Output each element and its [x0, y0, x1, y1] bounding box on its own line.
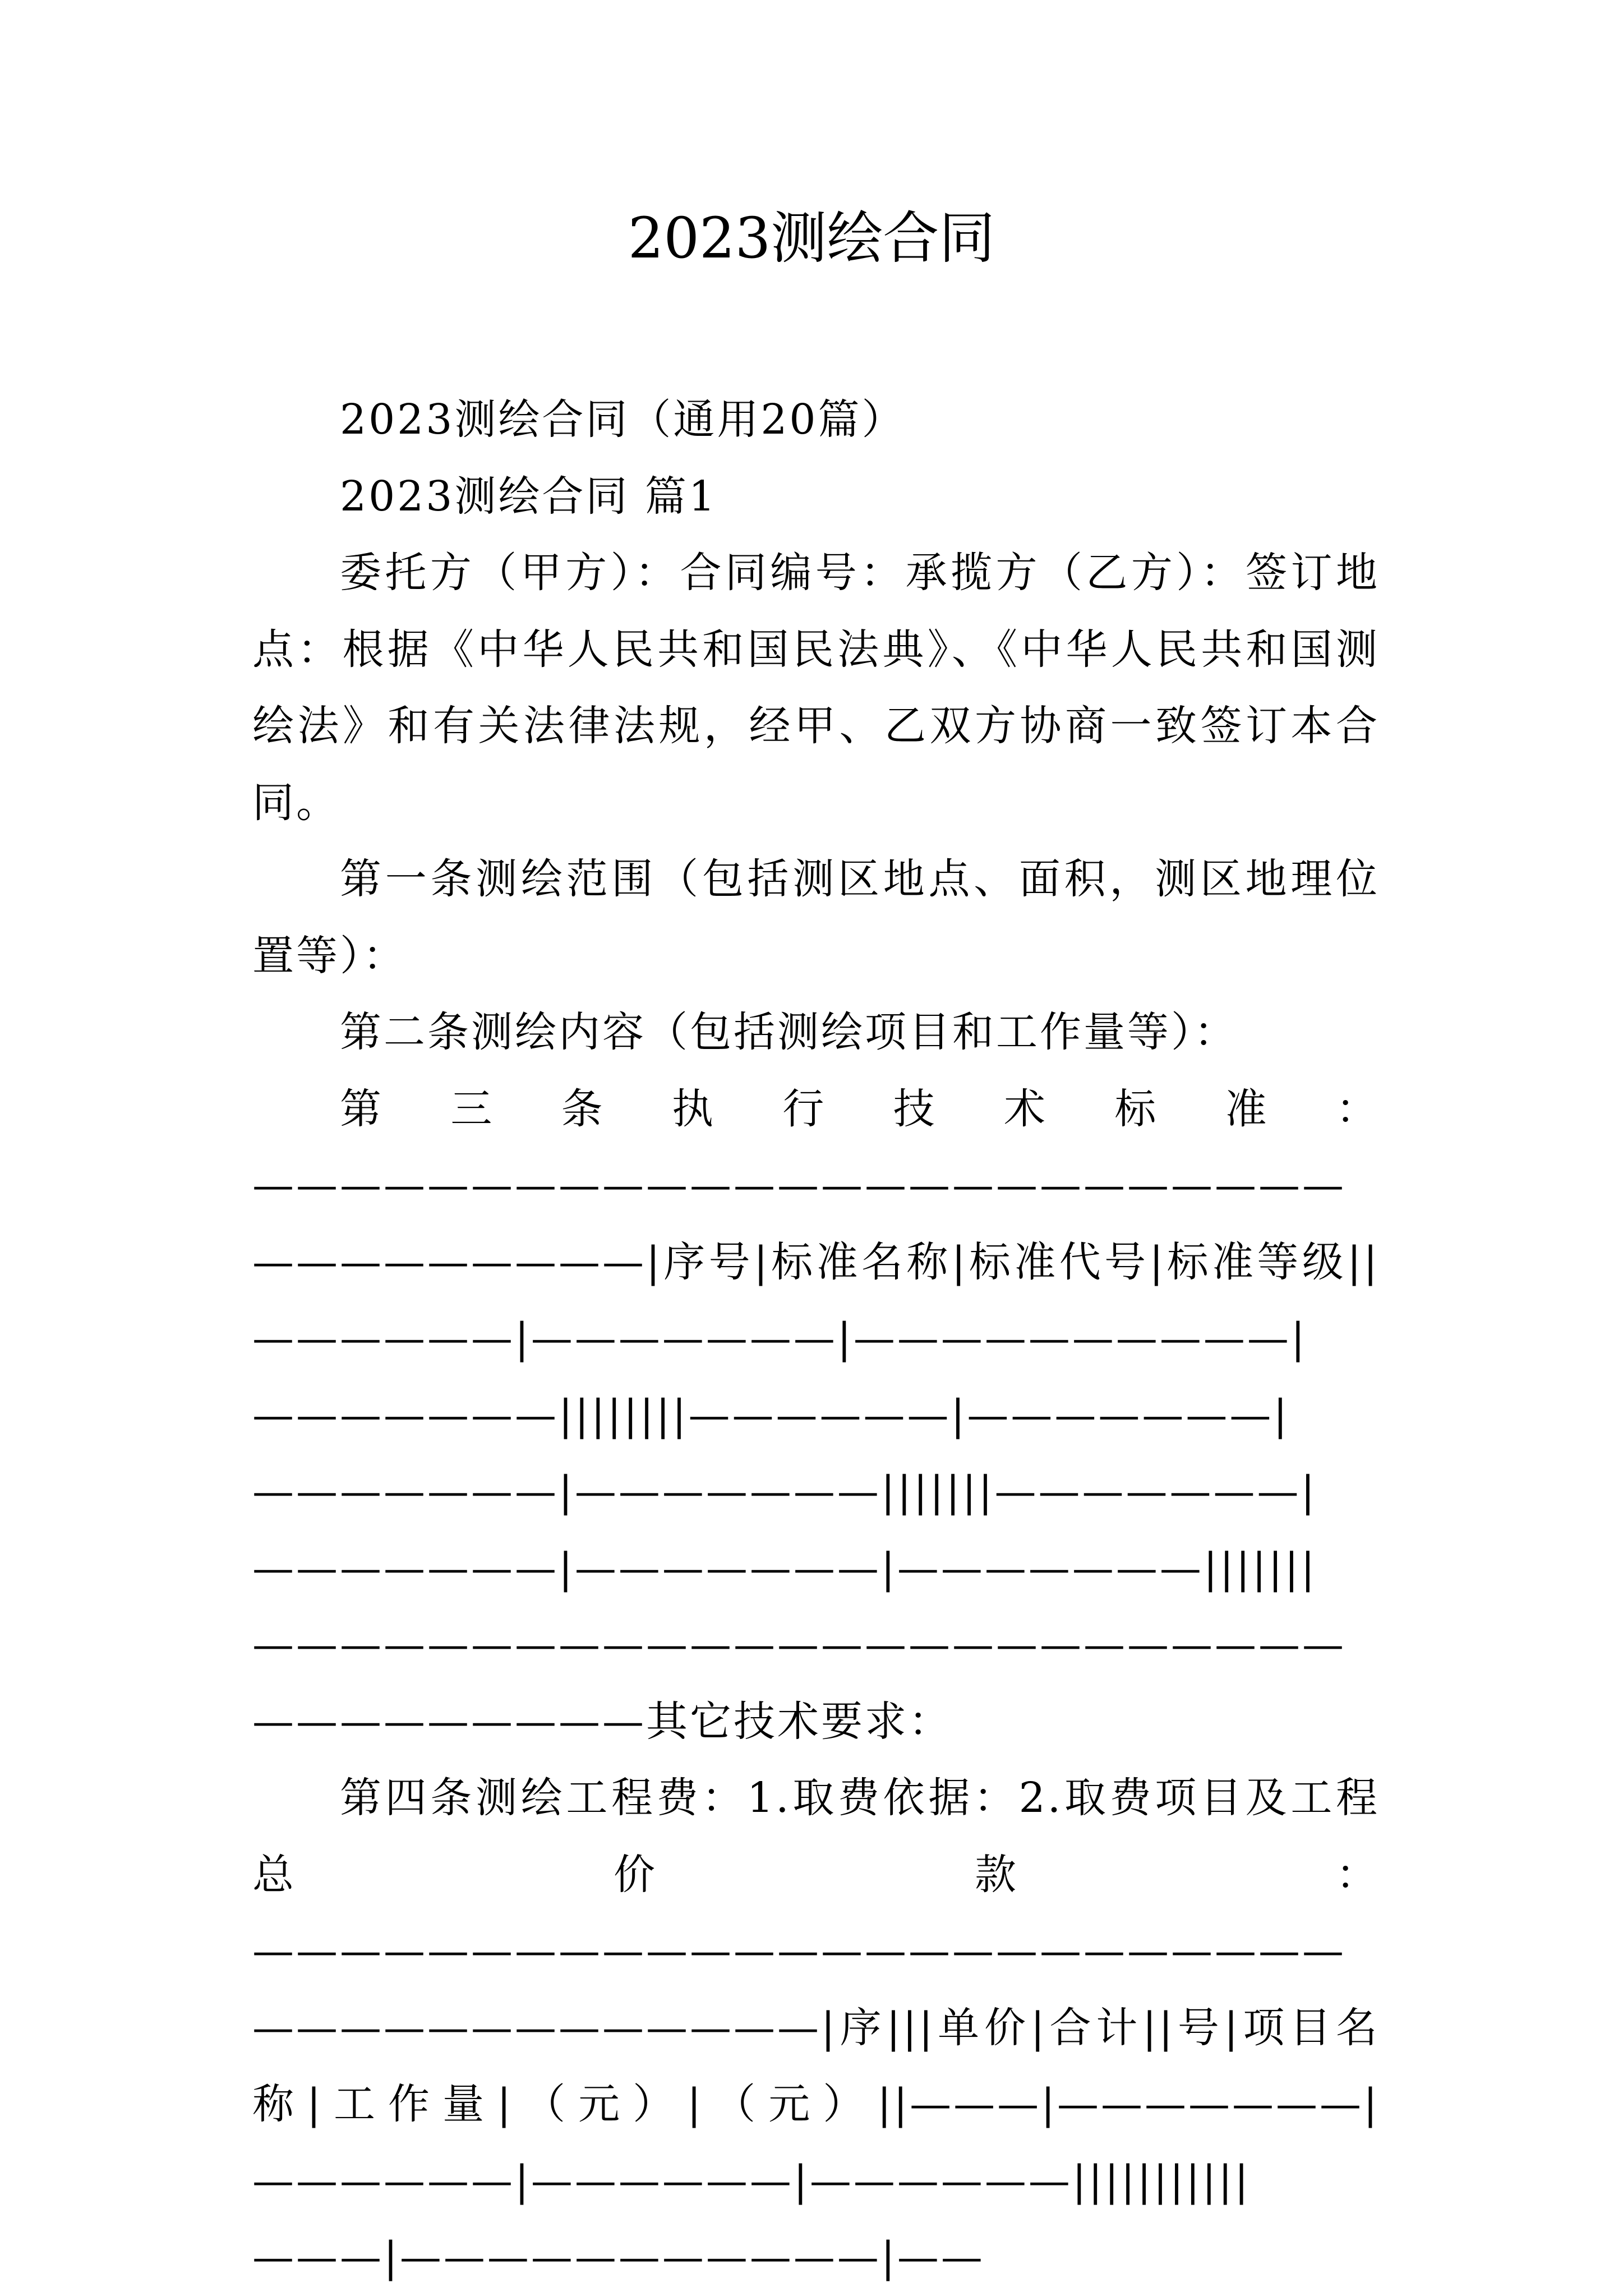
document-title: 2023测绘合同 [628, 205, 995, 271]
paragraph-article-4: 第四条测绘工程费：1.取费依据：2.取费项目及工程总价款：——————————————————————————————————————|序|||单价|合计||号|项目名称|工作量|（元）|（元）||———|———————|——————|——————|——————|||||||||||———|———————————|—— [252, 1774, 1380, 2281]
paragraph-article-1: 第一条测绘范围（包括测区地点、面积，测区地理位置等）： [252, 855, 1380, 980]
paragraph-article-2: 第二条测绘内容（包括测绘项目和工作量等）： [340, 1008, 1238, 1056]
paragraph-subtitle: 2023测绘合同（通用20篇） [340, 395, 906, 444]
paragraph-article-3: 第三条执行技术标准：——————————————————————————————————|序号|标准名称|标准代号|标准等级||——————|———————|——————————|———————||||||||——————|———————|———————|———————|||||||———————|———————|———————|———————|||||||——————————————————————————————————其它技术要求： [252, 1084, 1380, 1746]
document-body [252, 381, 1380, 2296]
paragraph-section-heading: 2023测绘合同 篇1 [340, 472, 717, 521]
paragraph-parties: 委托方（甲方）：合同编号：承揽方（乙方）：签订地点：根据《中华人民共和国民法典》、《中华人民共和国测绘法》和有关法律法规，经甲、乙双方协商一致签订本合同。 [252, 549, 1380, 827]
